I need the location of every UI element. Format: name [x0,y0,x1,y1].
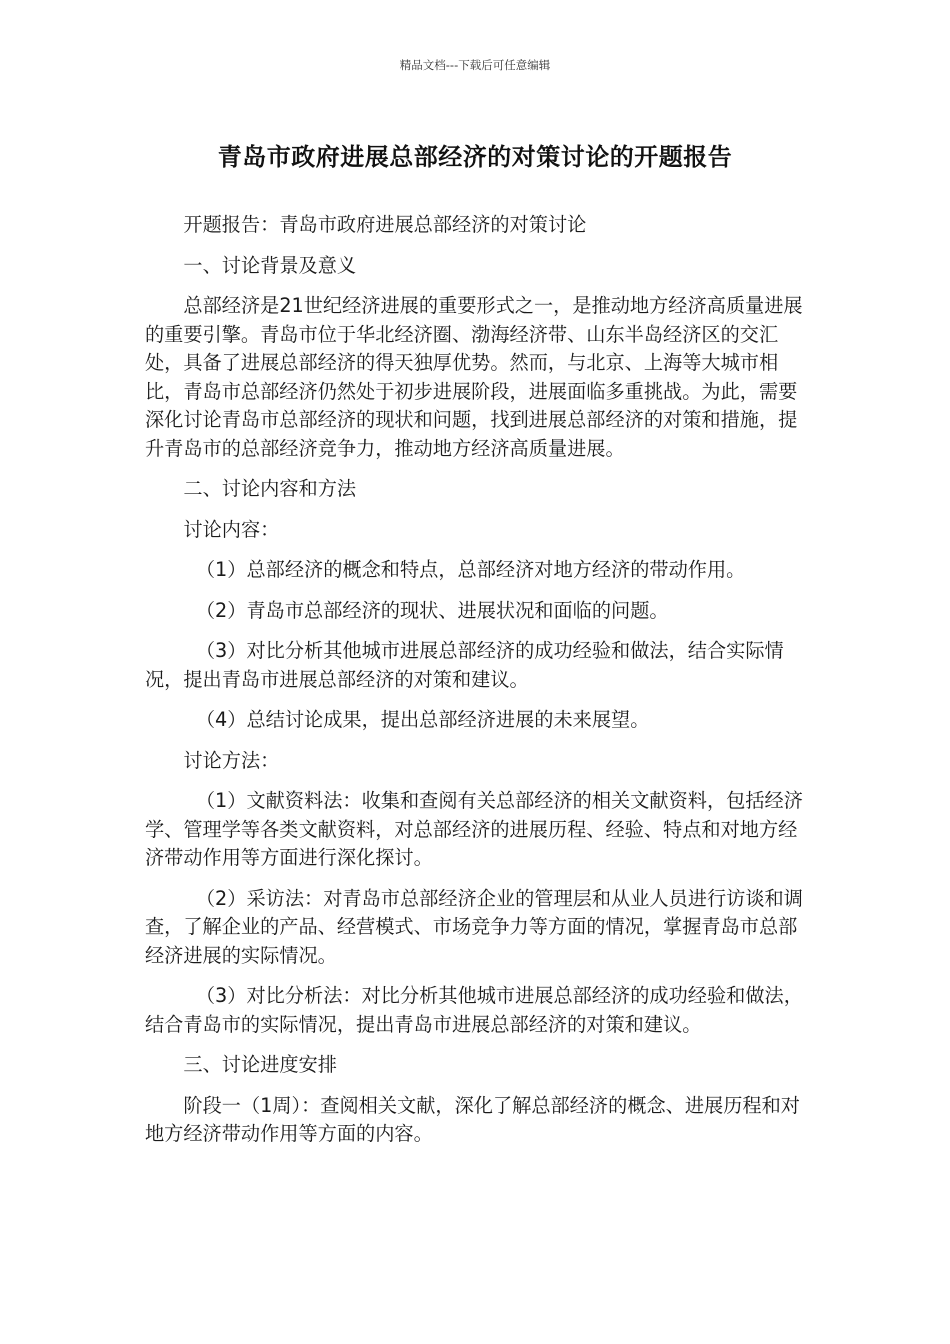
paragraph: 一、讨论背景及意义 [183,253,357,277]
list-item: （2）青岛市总部经济的现状、进展状况和面临的问题。 [195,598,669,622]
paragraph: 讨论内容： [183,517,280,541]
paragraph: 开题报告：青岛市政府进展总部经济的对策讨论 [183,213,587,236]
list-item: （1）总部经济的概念和特点，总部经济对地方经济的带动作用。 [195,558,746,581]
paragraph: 二、讨论内容和方法 [183,477,357,500]
list-item: （3）对比分析法：对比分析其他城市进展总部经济的成功经验和做法，结合青岛市的实际情况，提出青岛市进展总部经济的对策和建议。 [145,984,803,1036]
list-item: （1）文献资料法：收集和查阅有关总部经济的相关文献资料，包括经济学、管理学等各类文献资料，对总部经济的进展历程、经验、特点和对地方经济带动作用等方面进行深化探讨。 [145,789,803,869]
page-header: 精品文档---下载后可任意编辑 [399,58,551,72]
document-title: 青岛市政府进展总部经济的对策讨论的开题报告 [217,143,733,171]
paragraph: 讨论方法： [183,748,280,772]
paragraph: 总部经济是21世纪经济进展的重要形式之一，是推动地方经济高质量进展的重要引擎。青岛市位于华北经济圈、渤海经济带、山东半岛经济区的交汇处，具备了进展总部经济的得天独厚优势。然而，与北京、上海等大城市相比，青岛市总部经济仍然处于初步进展阶段，进展面临多重挑战。为此，需要深化讨论青岛市总部经济的现状和问题，找到进展总部经济的对策和措施，提升青岛市的总部经济竞争力，推动地方经济高质量进展。 [145,294,803,460]
list-item: （3）对比分析其他城市进展总部经济的成功经验和做法，结合实际情况，提出青岛市进展总部经济的对策和建议。 [145,639,784,691]
document-body [145,211,810,1161]
paragraph: 三、讨论进度安排 [183,1053,337,1076]
paragraph: 阶段一（1周）：查阅相关文献，深化了解总部经济的概念、进展历程和对地方经济带动作用等方面的内容。 [145,1093,800,1145]
list-item: （4）总结讨论成果，提出总部经济进展的未来展望。 [195,708,650,731]
list-item: （2）采访法：对青岛市总部经济企业的管理层和从业人员进行访谈和调查，了解企业的产品、经营模式、市场竞争力等方面的情况，掌握青岛市总部经济进展的实际情况。 [145,886,803,967]
